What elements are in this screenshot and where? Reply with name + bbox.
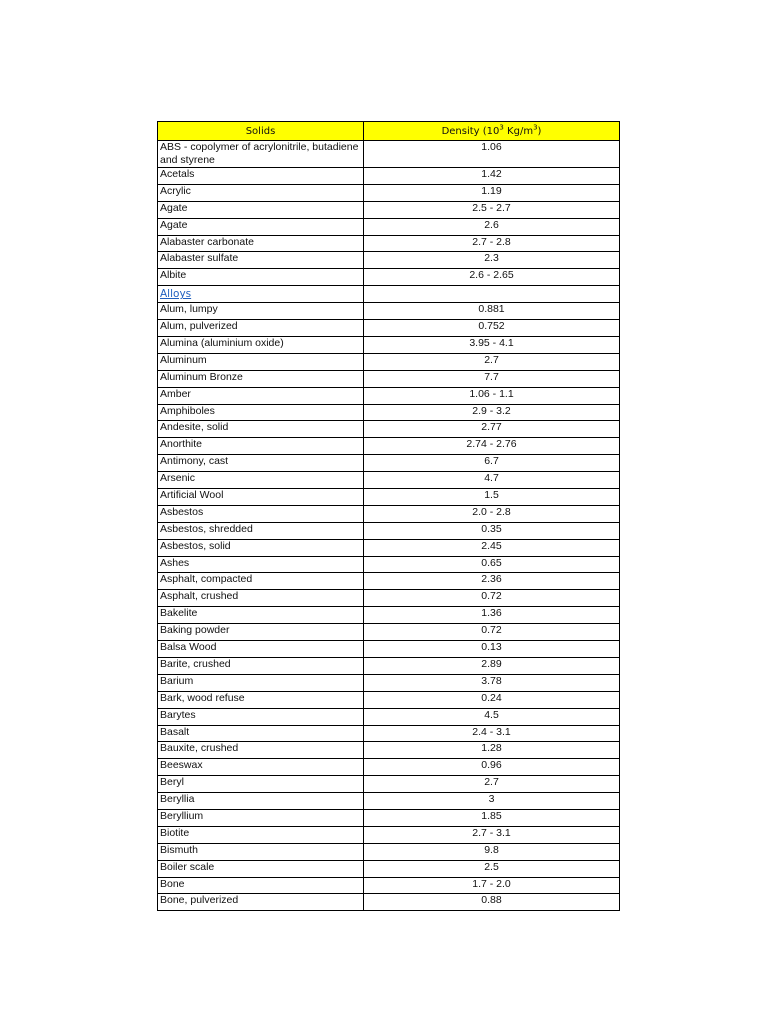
table-row [158,573,620,590]
density-value-cell: 2.74 - 2.76 [364,438,620,455]
material-name-cell: Bone, pulverized [158,894,364,911]
material-name-cell: Acrylic [158,184,364,201]
table-row [158,776,620,793]
material-name-cell: Acetals [158,168,364,185]
density-value-cell: 1.19 [364,184,620,201]
material-name-cell: Andesite, solid [158,421,364,438]
material-name-cell: Aluminum [158,353,364,370]
density-value-cell: 3.95 - 4.1 [364,337,620,354]
density-table [157,121,620,911]
table-row [158,184,620,201]
material-name-cell: Asbestos, solid [158,539,364,556]
material-name-cell: Beryllia [158,793,364,810]
table-row [158,539,620,556]
material-name-cell: Barite, crushed [158,657,364,674]
table-row [158,370,620,387]
material-name-cell [158,286,364,303]
header-density-unit: Kg/m [503,125,534,137]
density-value-cell: 0.72 [364,590,620,607]
material-name-cell: Agate [158,201,364,218]
material-name-cell: Basalt [158,725,364,742]
density-value-cell: 1.5 [364,489,620,506]
material-name-cell: Bismuth [158,843,364,860]
table-row [158,708,620,725]
material-name-cell: Alabaster carbonate [158,235,364,252]
header-density-suffix: ) [537,125,542,137]
material-name-cell: Barytes [158,708,364,725]
material-name-cell: Beryllium [158,809,364,826]
density-value-cell: 0.96 [364,759,620,776]
material-name-cell: Aluminum Bronze [158,370,364,387]
material-name-cell: Asbestos [158,505,364,522]
table-row [158,725,620,742]
table-row [158,742,620,759]
header-density-unit-exponent: 3 [533,123,538,132]
density-value-cell: 7.7 [364,370,620,387]
density-value-cell: 0.881 [364,303,620,320]
table-row [158,894,620,911]
table-row [158,218,620,235]
material-name-cell: Beryl [158,776,364,793]
density-value-cell: 0.13 [364,641,620,658]
material-name-cell: Amber [158,387,364,404]
density-value-cell: 3 [364,793,620,810]
table-row [158,387,620,404]
table-row [158,793,620,810]
table-row [158,505,620,522]
material-name-cell: Balsa Wood [158,641,364,658]
material-name-cell: ABS - copolymer of acrylonitrile, butadiene and styrene [158,141,364,168]
material-name-cell: Alumina (aluminium oxide) [158,337,364,354]
material-name-cell: Asphalt, compacted [158,573,364,590]
table-row [158,843,620,860]
table-row [158,489,620,506]
density-value-cell: 0.752 [364,320,620,337]
density-value-cell: 1.28 [364,742,620,759]
table-row [158,691,620,708]
material-name-cell: Barium [158,674,364,691]
header-density [364,122,620,141]
table-row [158,657,620,674]
material-name-cell: Albite [158,269,364,286]
density-value-cell: 2.5 - 2.7 [364,201,620,218]
density-value-cell: 2.5 [364,860,620,877]
table-row [158,320,620,337]
density-value-cell: 0.65 [364,556,620,573]
material-name-cell: Bark, wood refuse [158,691,364,708]
table-row [158,624,620,641]
density-value-cell: 0.35 [364,522,620,539]
table-row [158,438,620,455]
density-value-cell: 1.06 [364,141,620,168]
material-name-cell: Bakelite [158,607,364,624]
table-row [158,860,620,877]
table-row [158,674,620,691]
table-row [158,421,620,438]
header-solids: Solids [158,122,364,141]
density-value-cell: 0.88 [364,894,620,911]
header-density-prefix: Density (10 [441,125,500,137]
material-name-cell: Alabaster sulfate [158,252,364,269]
density-value-cell: 2.7 [364,353,620,370]
density-value-cell: 2.7 - 2.8 [364,235,620,252]
density-value-cell: 1.7 - 2.0 [364,877,620,894]
table-row [158,522,620,539]
table-row [158,337,620,354]
table-header-row [158,122,620,141]
density-value-cell: 1.42 [364,168,620,185]
table-row [158,141,620,168]
table-row [158,235,620,252]
density-value-cell: 1.85 [364,809,620,826]
table-row [158,759,620,776]
table-row [158,303,620,320]
density-value-cell: 2.3 [364,252,620,269]
density-value-cell: 4.5 [364,708,620,725]
density-value-cell: 0.72 [364,624,620,641]
table-row [158,826,620,843]
material-name-cell: Amphiboles [158,404,364,421]
material-name-cell: Boiler scale [158,860,364,877]
material-name-cell: Asphalt, crushed [158,590,364,607]
table-row [158,404,620,421]
material-name-cell: Beeswax [158,759,364,776]
density-value-cell: 2.7 - 3.1 [364,826,620,843]
table-row [158,590,620,607]
alloys-link[interactable]: Alloys [160,288,192,301]
table-body [158,141,620,911]
material-name-cell: Agate [158,218,364,235]
density-value-cell: 2.45 [364,539,620,556]
table-row [158,472,620,489]
material-name-cell: Artificial Wool [158,489,364,506]
table-row [158,809,620,826]
density-value-cell: 2.6 - 2.65 [364,269,620,286]
table-row [158,168,620,185]
density-value-cell: 2.0 - 2.8 [364,505,620,522]
density-value-cell: 1.36 [364,607,620,624]
material-name-cell: Anorthite [158,438,364,455]
table-row [158,455,620,472]
header-density-exponent: 3 [499,123,504,132]
density-value-cell: 0.24 [364,691,620,708]
density-value-cell: 4.7 [364,472,620,489]
density-value-cell: 2.77 [364,421,620,438]
material-name-cell: Arsenic [158,472,364,489]
density-value-cell: 2.9 - 3.2 [364,404,620,421]
density-value-cell: 2.7 [364,776,620,793]
density-value-cell: 2.4 - 3.1 [364,725,620,742]
density-value-cell: 6.7 [364,455,620,472]
table-row [158,641,620,658]
material-name-cell: Antimony, cast [158,455,364,472]
table-row [158,607,620,624]
table-row [158,877,620,894]
material-name-cell: Ashes [158,556,364,573]
table-row [158,286,620,303]
table-row [158,353,620,370]
material-name-cell: Biotite [158,826,364,843]
density-value-cell: 2.89 [364,657,620,674]
material-name-cell: Alum, lumpy [158,303,364,320]
density-value-cell [364,286,620,303]
material-name-cell: Asbestos, shredded [158,522,364,539]
density-value-cell: 9.8 [364,843,620,860]
density-value-cell: 2.36 [364,573,620,590]
density-value-cell: 3.78 [364,674,620,691]
table-row [158,556,620,573]
density-value-cell: 2.6 [364,218,620,235]
density-value-cell: 1.06 - 1.1 [364,387,620,404]
table-row [158,201,620,218]
material-name-cell: Bauxite, crushed [158,742,364,759]
material-name-cell: Baking powder [158,624,364,641]
table-row [158,252,620,269]
material-name-cell: Alum, pulverized [158,320,364,337]
material-name-cell: Bone [158,877,364,894]
table-row [158,269,620,286]
